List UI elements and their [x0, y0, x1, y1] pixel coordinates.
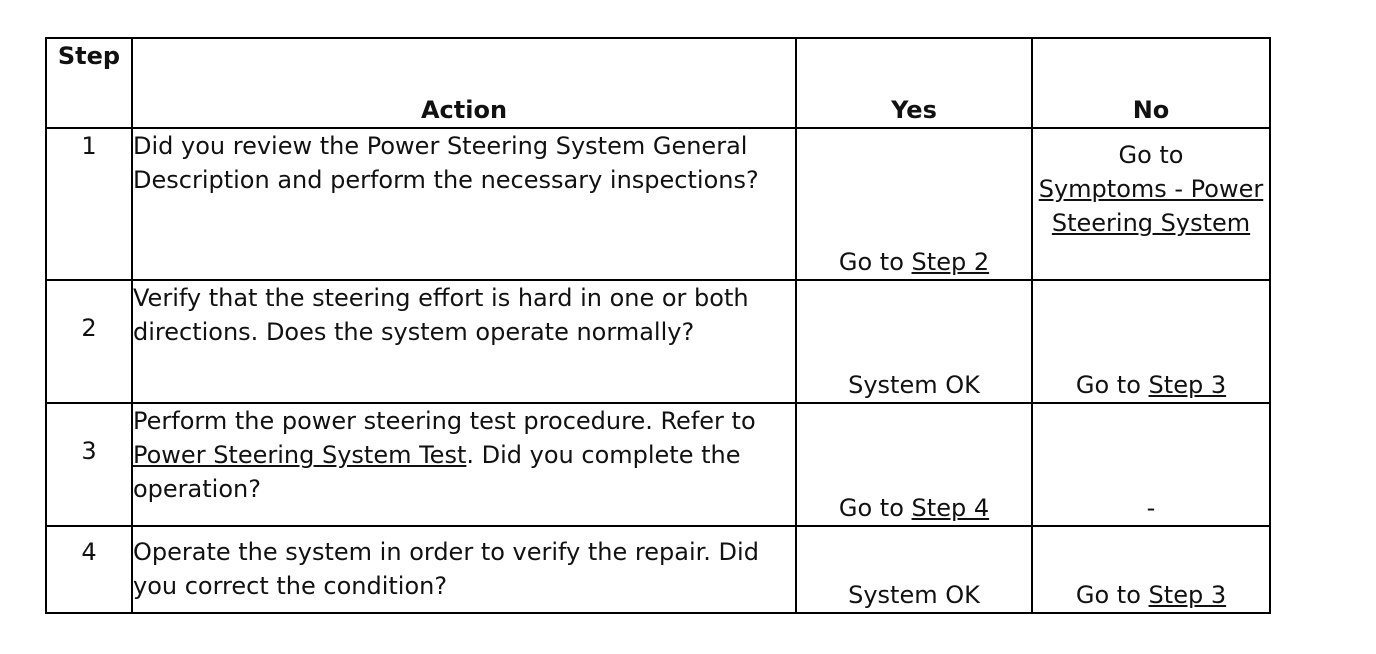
header-action: Action	[132, 38, 796, 128]
action-text: Did you review the Power Steering System General Description and perform the necessary inspections?	[132, 128, 796, 280]
no-cell	[1032, 280, 1270, 403]
diagnostic-table	[45, 37, 1271, 614]
step-number: 4	[46, 526, 132, 613]
step-number: 2	[46, 280, 132, 403]
table-row	[46, 280, 1270, 403]
action-text: Operate the system in order to verify the repair. Did you correct the condition?	[132, 526, 796, 613]
step-number: 1	[46, 128, 132, 280]
header-no: No	[1032, 38, 1270, 128]
no-prefix: Go to	[1075, 371, 1141, 399]
step-number: 3	[46, 403, 132, 526]
step-2-link[interactable]: Step 2	[911, 248, 990, 276]
power-steering-system-test-link[interactable]: Power Steering System Test	[133, 441, 467, 469]
symptoms-power-steering-link[interactable]: Symptoms - Power Steering System	[1038, 175, 1264, 237]
action-text-after: . Did you complete the operation?	[133, 441, 741, 503]
yes-text: System OK	[848, 371, 980, 399]
no-prefix: Go to	[1118, 141, 1184, 169]
no-cell	[1032, 526, 1270, 613]
no-cell	[1032, 128, 1270, 280]
yes-cell	[796, 128, 1032, 280]
yes-prefix: Go to	[838, 494, 904, 522]
action-text	[132, 403, 796, 526]
action-text-before: Perform the power steering test procedure. Refer to	[133, 407, 756, 435]
step-3-link[interactable]: Step 3	[1148, 581, 1227, 609]
no-text: -	[1146, 494, 1156, 522]
table-row	[46, 403, 1270, 526]
no-cell	[1032, 403, 1270, 526]
step-4-link[interactable]: Step 4	[911, 494, 990, 522]
yes-prefix: Go to	[838, 248, 904, 276]
header-step: Step	[46, 38, 132, 128]
yes-cell	[796, 526, 1032, 613]
table-row	[46, 526, 1270, 613]
yes-cell	[796, 403, 1032, 526]
step-3-link[interactable]: Step 3	[1148, 371, 1227, 399]
table-row	[46, 128, 1270, 280]
header-yes: Yes	[796, 38, 1032, 128]
action-text: Verify that the steering effort is hard in one or both directions. Does the system operate normally?	[132, 280, 796, 403]
header-row	[46, 38, 1270, 128]
yes-text: System OK	[848, 581, 980, 609]
no-prefix: Go to	[1075, 581, 1141, 609]
yes-cell	[796, 280, 1032, 403]
